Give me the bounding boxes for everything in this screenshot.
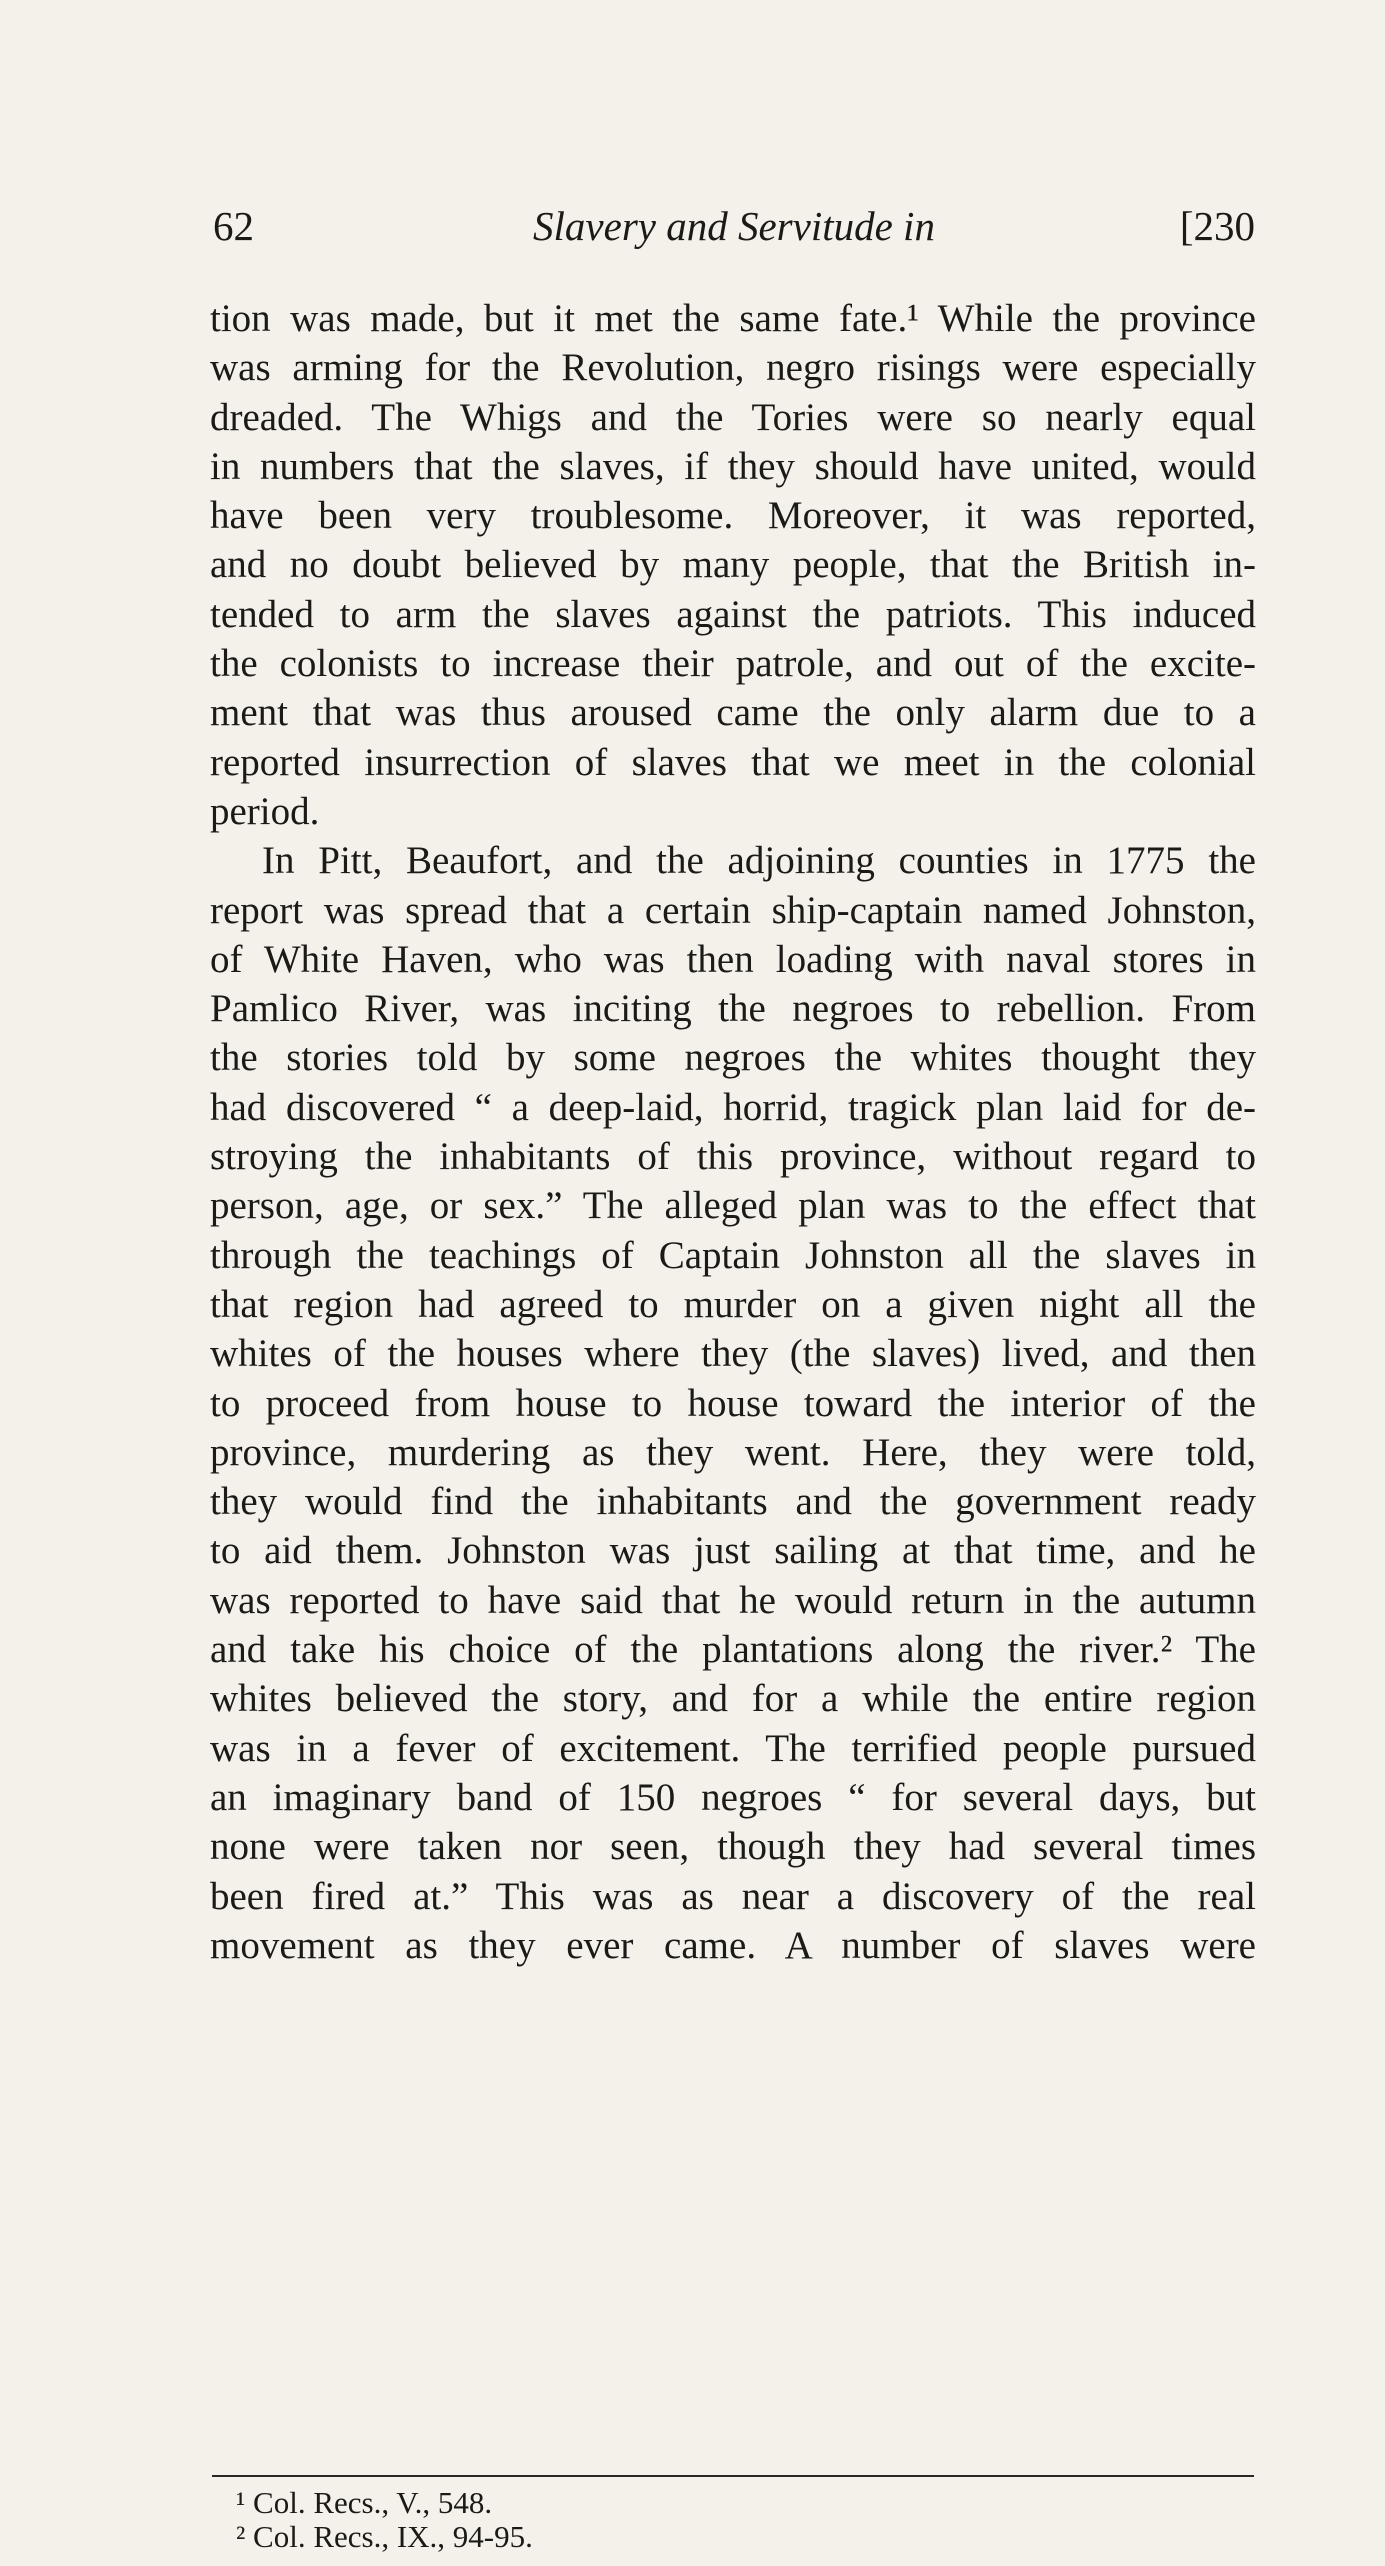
text-line: of White Haven, who was then loading with naval stores in <box>210 937 1256 981</box>
text-line: none were taken nor seen, though they had several times <box>210 1825 1256 1869</box>
text-line: and take his choice of the plantations along the river.² The <box>210 1628 1256 1672</box>
text-line: in numbers that the slaves, if they should have united, would <box>210 444 1256 488</box>
text-line: been fired at.” This was as near a discovery of the real <box>210 1874 1256 1918</box>
text-line: dreaded. The Whigs and the Tories were so nearly equal <box>210 395 1256 439</box>
text-line: person, age, or sex.” The alleged plan was to the effect that <box>210 1184 1256 1228</box>
footnote: ¹ Col. Recs., V., 548. <box>236 2485 493 2520</box>
text-line: and no doubt believed by many people, that the British in- <box>210 543 1256 587</box>
text-line: to aid them. Johnston was just sailing at that time, and he <box>210 1529 1256 1573</box>
text-line: report was spread that a certain ship-captain named Johnston, <box>210 888 1256 932</box>
text-line: had discovered “ a deep-laid, horrid, tragick plan laid for de- <box>210 1085 1256 1129</box>
text-line: was arming for the Revolution, negro risings were especially <box>210 346 1256 390</box>
text-line: have been very troublesome. Moreover, it was reported, <box>210 494 1256 538</box>
text-line: they would find the inhabitants and the government ready <box>210 1480 1256 1524</box>
bracketed-page-number: [230 <box>1179 203 1255 249</box>
text-line: that region had agreed to murder on a given night all the <box>210 1282 1256 1326</box>
text-line: was reported to have said that he would return in the autumn <box>210 1578 1256 1622</box>
text-line: movement as they ever came. A number of slaves were <box>210 1923 1256 1967</box>
footnote: ² Col. Recs., IX., 94-95. <box>236 2519 533 2554</box>
text-line: whites believed the story, and for a while the entire region <box>210 1677 1256 1721</box>
text-line: an imaginary band of 150 negroes “ for several days, but <box>210 1775 1256 1819</box>
text-line: Pamlico River, was inciting the negroes to rebellion. From <box>210 987 1256 1031</box>
text-line: In Pitt, Beaufort, and the adjoining counties in 1775 the <box>262 839 1256 883</box>
text-line: province, murdering as they went. Here, they were told, <box>210 1430 1256 1474</box>
text-line: whites of the houses where they (the slaves) lived, and then <box>210 1332 1256 1376</box>
text-line: reported insurrection of slaves that we meet in the colonial <box>210 740 1256 784</box>
text-line: ment that was thus aroused came the only alarm due to a <box>210 691 1256 735</box>
footnotes <box>236 2486 533 2554</box>
page-number: 62 <box>213 203 254 249</box>
text-line: through the teachings of Captain Johnston all the slaves in <box>210 1233 1256 1277</box>
text-line: tion was made, but it met the same fate.¹ While the province <box>210 297 1256 340</box>
running-head <box>213 196 1255 256</box>
text-line: period. <box>210 789 320 833</box>
footnote-rule <box>212 2475 1254 2477</box>
text-line: to proceed from house to house toward the interior of the <box>210 1381 1256 1425</box>
text-line: tended to arm the slaves against the patriots. This induced <box>210 592 1256 636</box>
running-title: Slavery and Servitude in <box>533 203 935 249</box>
text-line: the stories told by some negroes the whites thought they <box>210 1036 1256 1080</box>
text-line: stroying the inhabitants of this province, without regard to <box>210 1135 1256 1179</box>
text-line: was in a fever of excitement. The terrified people pursued <box>210 1726 1256 1770</box>
text-line: the colonists to increase their patrole, and out of the excite- <box>210 642 1256 686</box>
body-text <box>210 294 1256 1970</box>
